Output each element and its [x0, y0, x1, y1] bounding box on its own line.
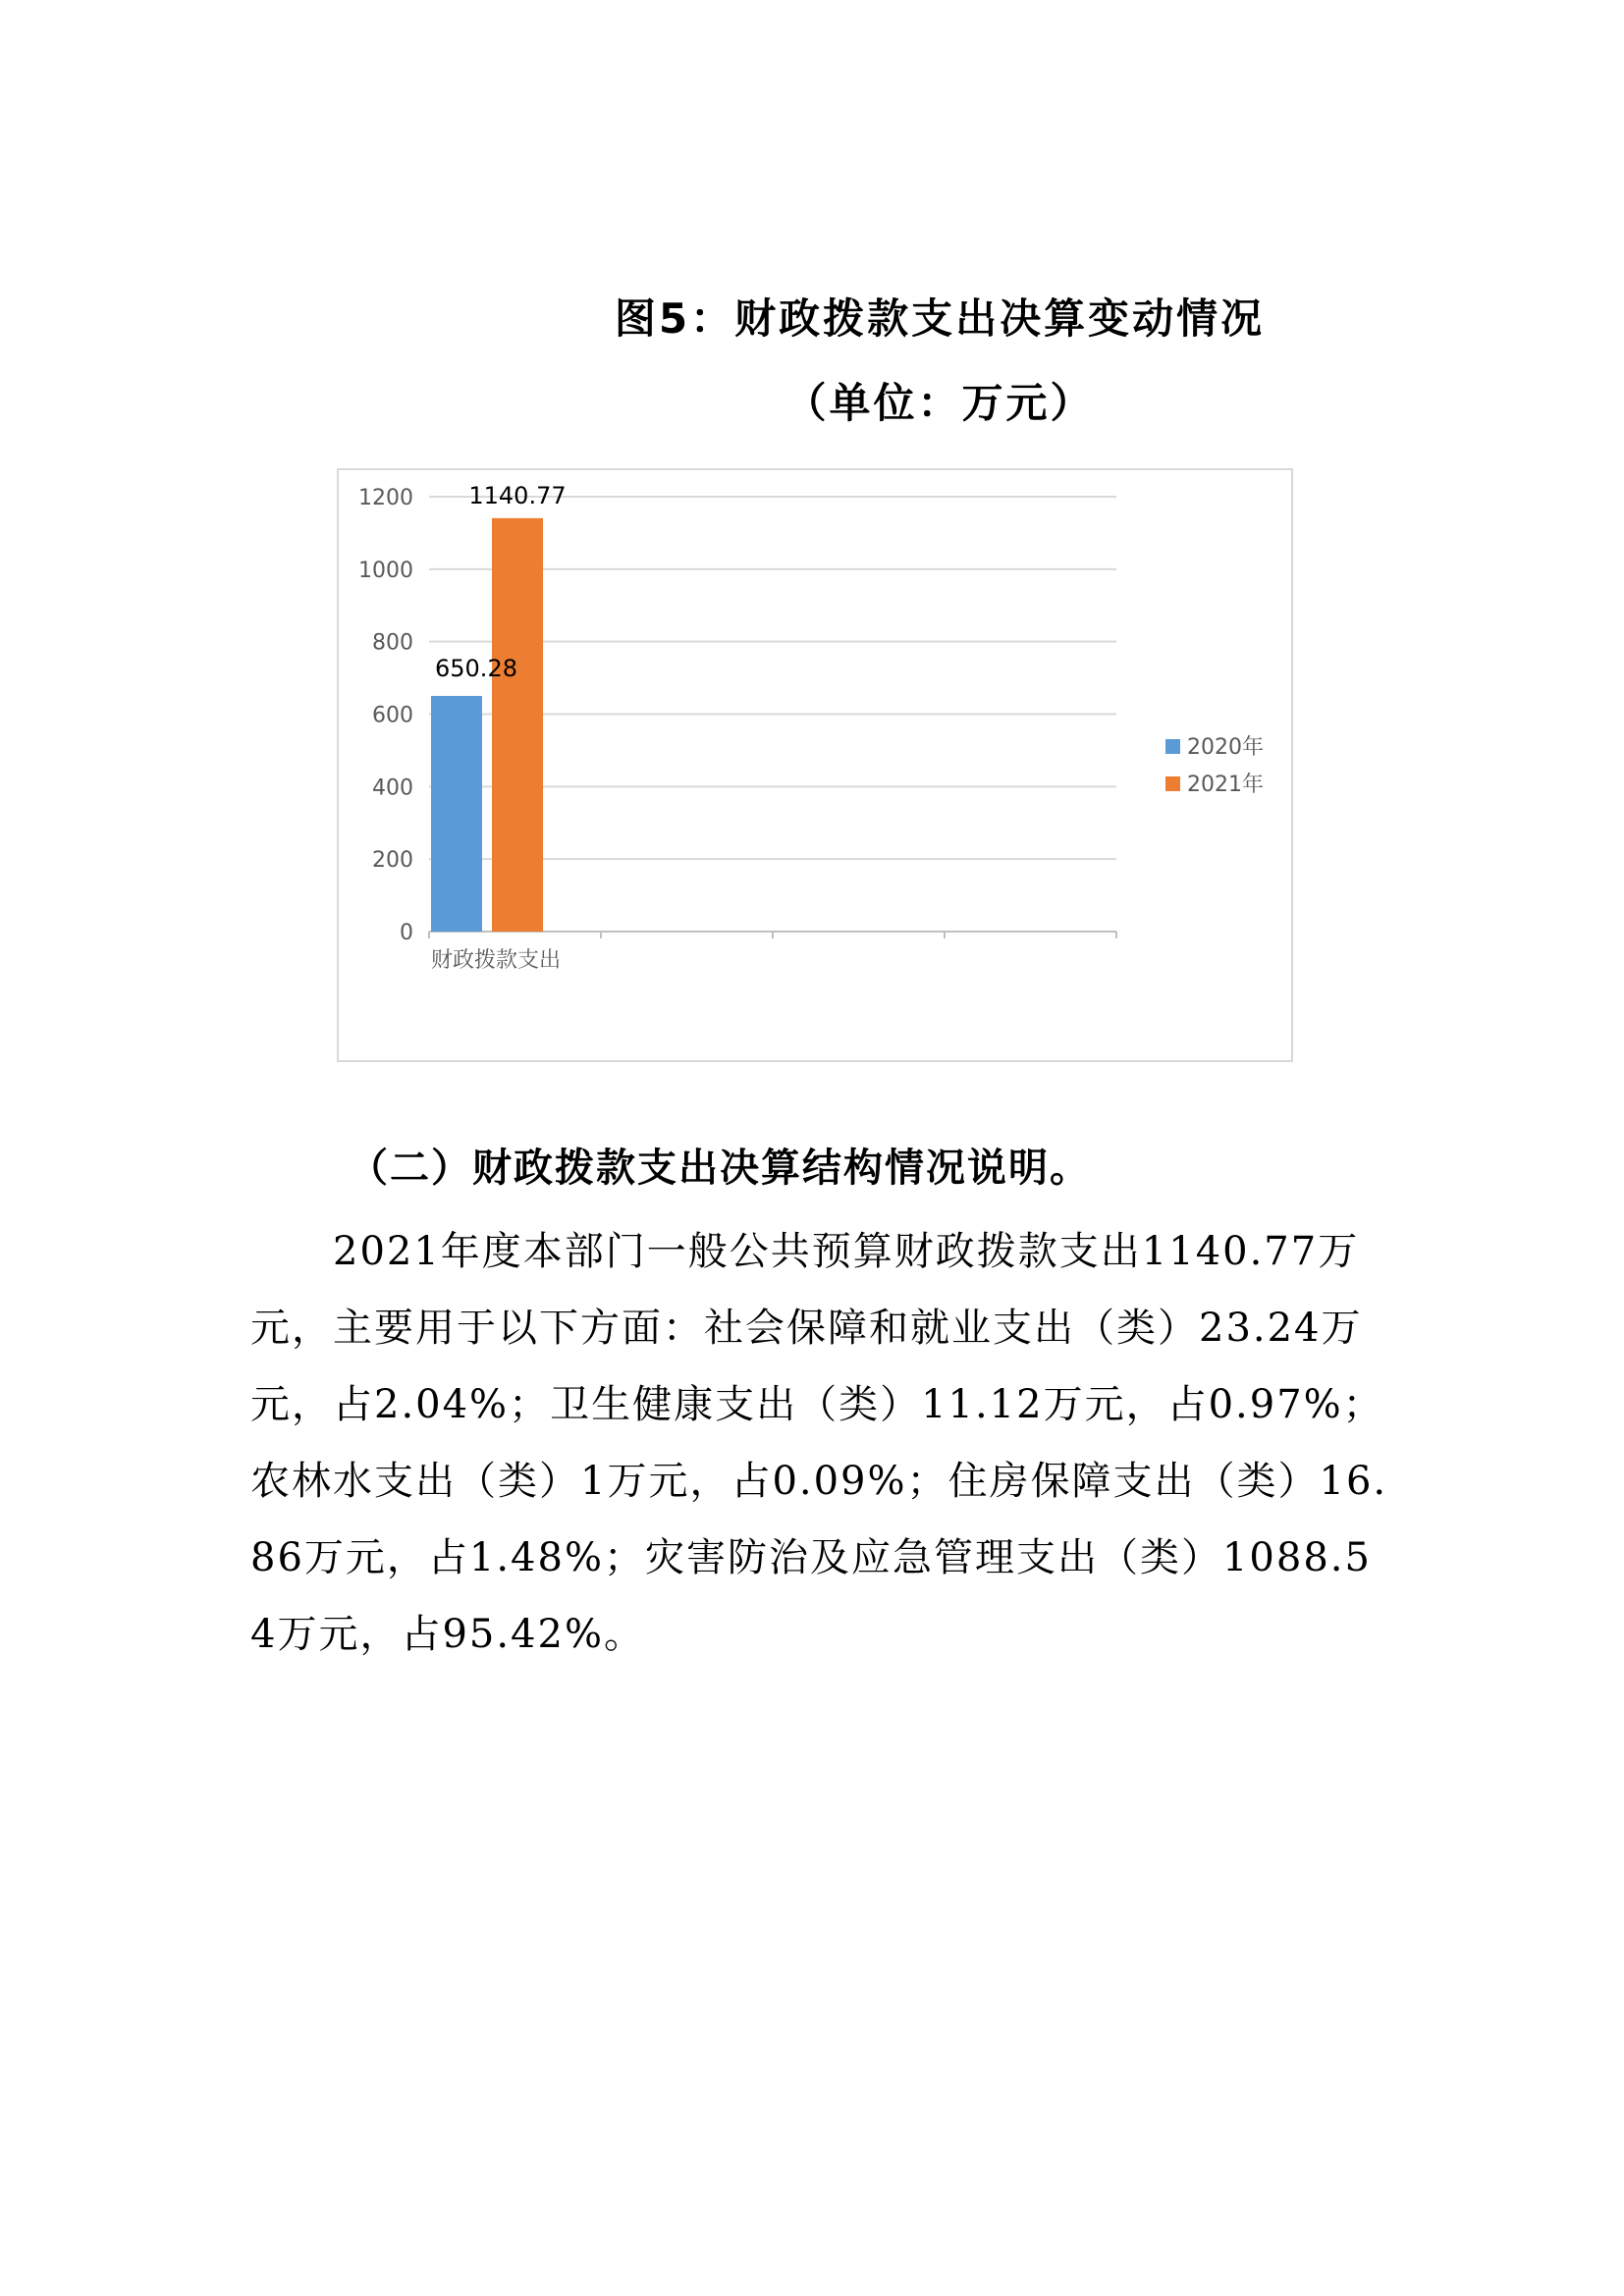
y-tick-label: 600 — [372, 703, 413, 728]
chart-svg — [339, 470, 1291, 1060]
section-paragraph: 2021年度本部门一般公共预算财政拨款支出1140.77万元，主要用于以下方面：社会保障和就业支出（类）23.24万元，占2.04%；卫生健康支出（类）11.12万元，占0.97%；农林水支出（类）1万元，占0.09%；住房保障支出（类）16.86万元，占1.48%；灾害防治及应急管理支出（类）1088.54万元，占95.42%。 — [250, 1229, 1388, 1657]
section-heading: （二）财政拨款支出决算结构情况说明。 — [349, 1146, 1091, 1191]
x-category-label: 财政拨款支出 — [431, 948, 562, 973]
data-label: 650.28 — [435, 654, 517, 682]
bar-2021年 — [492, 518, 543, 932]
y-tick-label: 400 — [372, 775, 413, 801]
legend-swatch — [1165, 739, 1180, 754]
y-tick-label: 0 — [400, 921, 413, 945]
figure-unit: （单位：万元） — [785, 379, 1095, 427]
bar-chart — [337, 468, 1293, 1062]
legend-label: 2021年 — [1187, 773, 1264, 797]
legend-label: 2020年 — [1187, 735, 1264, 760]
legend-swatch — [1165, 776, 1180, 791]
y-tick-label: 1000 — [358, 558, 413, 583]
figure-title: 图5：财政拨款支出决算变动情况 — [614, 294, 1266, 343]
bar-2020年 — [431, 696, 482, 932]
y-tick-label: 200 — [372, 848, 413, 874]
data-label: 1140.77 — [468, 481, 567, 509]
y-tick-label: 1200 — [358, 486, 413, 510]
y-tick-label: 800 — [372, 630, 413, 656]
